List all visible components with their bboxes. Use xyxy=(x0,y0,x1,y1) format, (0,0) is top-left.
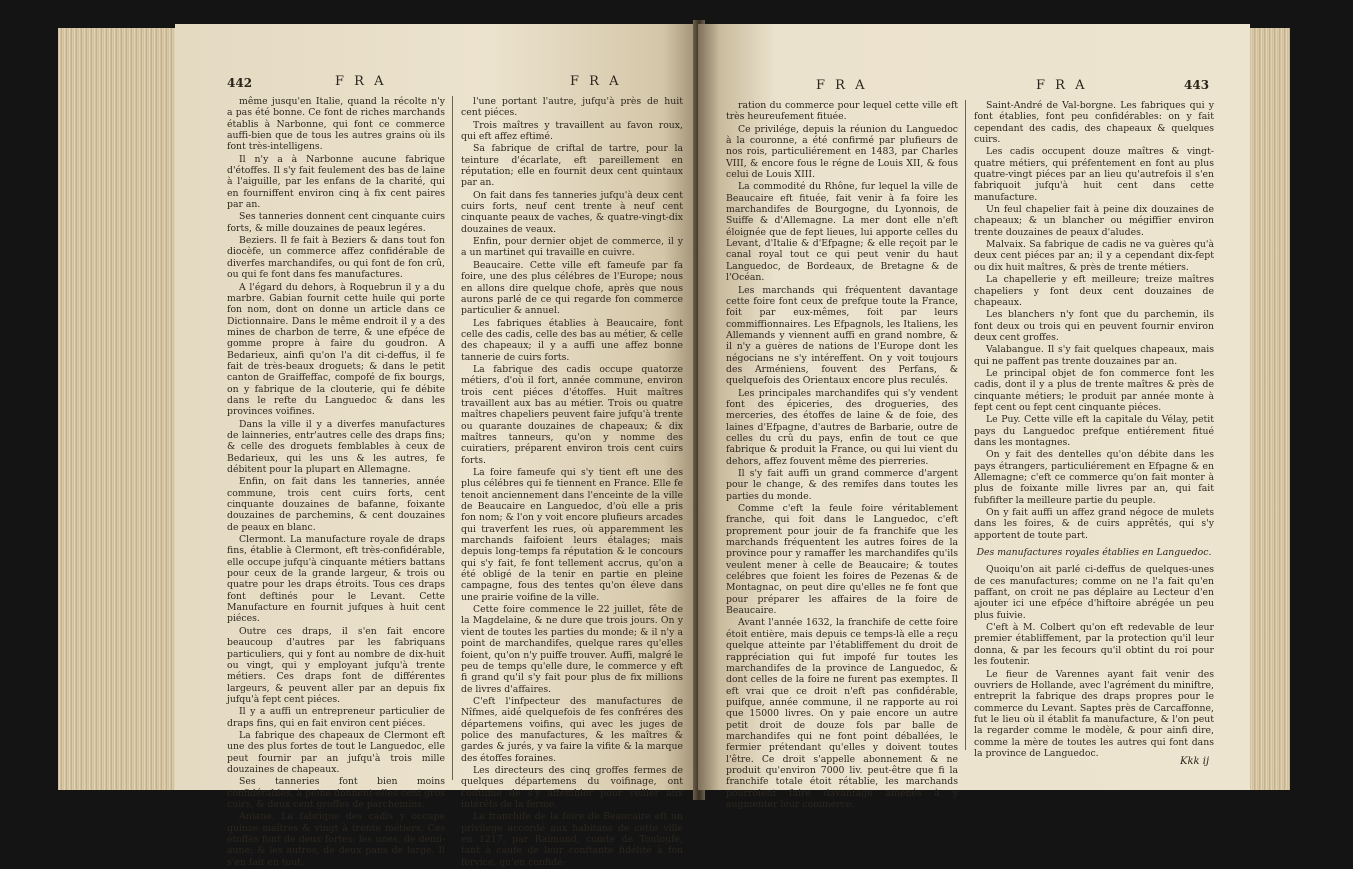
right-page xyxy=(698,24,1250,810)
paragraph: Des manufactures royales établies en Languedoc. xyxy=(976,547,1212,559)
paragraph: Clermont. La manufacture royale de draps fins, établie à Clermont, eft très-confidérable, elle occupe jufqu'à cinquante métiers battans pour ceux de la grande largeur, & trois ou quatre pour les draps étroits. Tous ces draps font deftinés pour le Levant. Cette Manufacture en fournit jufques à huit cent piéces. xyxy=(227,534,445,625)
paragraph: C'eft l'infpecteur des manufactures de Nîfmes, aidé quelquefois de fes confréres des départemens voifins, qui avec les juges de police des manufactures, & les maîtres & gardes & jurés, y va faire la vifite & la marque des étoffes foraines. xyxy=(461,695,683,764)
paragraph: C'eft à M. Colbert qu'on eft redevable de leur premier établiffement, par la protection qu'il leur donna, & par les fecours qu'il obtint du roi pour les foutenir. xyxy=(974,622,1214,668)
paragraph: Ses tanneries font bien moins confidérables, à peine donnent-elles cent gros cuirs, & deux cent groffes de parchemins. xyxy=(227,776,445,810)
paragraph: Dans la ville il y a diverfes manufactures de lainneries, entr'autres celle des draps fins; & celle des droguets femblables à ceux de Bedarieux, qui les uns & les autres, fe débitent pour la plupart en Allemagne. xyxy=(227,418,445,475)
paragraph: Enfin, pour dernier objet de commerce, il y a un martinet qui travaille en cuivre. xyxy=(461,236,683,259)
left-column-a xyxy=(227,96,445,869)
paragraph: Saint-André de Val-borgne. Les fabriques qui y font établies, font peu confidérables: on y fait cependant des cadis, des chapeaux & quelques cuirs. xyxy=(974,100,1214,146)
left-column-b xyxy=(461,96,683,869)
left-running-head-a: F R A xyxy=(335,74,387,89)
paragraph: Avant l'année 1632, la franchife de cette foire étoit entière, mais depuis ce temps-là elle a reçu quelque atteinte par l'établiffement du droit de rappréciation qui fut impofé fur toutes les marchandifes de la province de Languedoc, & dont celles de la foire ne furent pas exemptes. Il eft vrai que ce droit n'eft pas confidérable, puifque, année commune, il ne rapporte au roi que 15000 livres. On y paie encore un autre petit droit de douze fols par balle de marchandifes qui ne font point déballées, le fermier prétendant qu'elles y doivent toutes l'être. Ce droit s'appelle abonnement & ne produit qu'environ 7000 liv. peut-être que fi la franchife totale étoit rétablie, les marchands pourroient faire davantage amenés à y augmenter leur commerce. xyxy=(726,617,958,810)
paragraph: ration du commerce pour lequel cette ville eft très heureufement fituée. xyxy=(726,100,958,123)
paragraph: La franchife de la foire de Beaucaire eft un privilege accordé aux habitans de cette ville en 1217, par Raimond, comte de Touloufe, tant à caufe de leur conftante fidélité à fon fervice, qu'en confidé- xyxy=(461,811,683,868)
right-running-head-a: F R A xyxy=(816,78,868,93)
paragraph: Ce privilége, depuis la réunion du Languedoc à la couronne, a été confirmé par plufieurs de nos rois, particuliérement en 1483, par Charles VIII, & encore fous le régne de Louis XII, & fous celui de Louis XIII. xyxy=(726,123,958,181)
paragraph: Ses tanneries donnent cent cinquante cuirs forts, & mille douzaines de peaux legéres. xyxy=(227,211,445,234)
paragraph: Beaucaire. Cette ville eft fameufe par fa foire, une des plus célébres de l'Europe; nous en allons dire quelque chofe, après que nous aurons parlé de ce qui regarde fon commerce particulier & annuel. xyxy=(461,259,683,317)
paragraph: l'une portant l'autre, jufqu'à près de huit cent piéces. xyxy=(461,96,683,119)
paragraph: même jusqu'en Italie, quand la récolte n'y a pas été bonne. Ce font de riches marchands établis à Narbonne, qui font ce commerce auffi-bien que de tous les autres grains où ils font très-intelligens. xyxy=(227,96,445,153)
paragraph: Il s'y fait auffi un grand commerce d'argent pour le change, & des remifes dans toutes les parties du monde. xyxy=(726,468,958,502)
paragraph: Trois maîtres y travaillent au favon roux, qui eft affez eftimé. xyxy=(461,119,683,143)
column-rule xyxy=(965,100,966,750)
paragraph: Valabangue. Il s'y fait quelques chapeaux, mais qui ne paffent pas trente douzaines par an. xyxy=(974,344,1214,367)
paragraph: A l'égard du dehors, à Roquebrun il y a du marbre. Gabian fournit cette huile qui porte fon nom, dont on donne un article dans ce Dictionnaire. Dans le même endroit il y a des mines de charbon de terre, & une efpéce de gomme propre à faire du goudron. A Bedarieux, ainfi qu'on l'a dit ci-deffus, il fe fait de très-beaux droguets; & dans le petit canton de Graiffeffac, compofé de fix bourgs, on y fabrique de la clouterie, qui fe débite dans le refte du Languedoc & dans les provinces voifines. xyxy=(227,281,445,418)
left-page xyxy=(175,24,700,868)
paragraph: Il y a auffi un entrepreneur particulier de draps fins, qui en fait environ cent piéces. xyxy=(227,706,445,729)
paragraph: Les fabriques établies à Beaucaire, font celle des cadis, celle des bas au métier, & celle des chapeaux; il y a auffi une affez bonne tannerie de cuirs forts. xyxy=(461,317,683,363)
left-running-head-b: F R A xyxy=(570,74,622,89)
paragraph: La chapellerie y eft meilleure; treize maîtres chapeliers y font deux cent douzaines de chapeaux. xyxy=(974,274,1214,308)
paragraph: Outre ces draps, il s'en fait encore beaucoup d'autres par les fabriquans particuliers, qui y font au nombre de dix-huit ou vingt, qui y employant jufqu'à trente métiers. Ces draps font de différentes largeurs, & peuvent aller par an depuis fix jufqu'à fept cent piéces. xyxy=(227,625,445,705)
right-column-b xyxy=(974,100,1214,760)
paragraph: Les marchands qui fréquentent davantage cette foire font ceux de prefque toute la France, foit par eux-mêmes, foit par leurs commiffionnaires. Les Efpagnols, les Italiens, les Allemands y viennent auffi en grand nombre, & il n'y a guères de nations de l'Europe dont les négocians ne s'y intéreffent. On y voit toujours des Arméniens, fouvent des Perfans, & quelquefois des Orientaux encore plus reculés. xyxy=(726,284,958,387)
right-column-a xyxy=(726,100,958,811)
paragraph: La foire fameufe qui s'y tient eft une des plus célébres qui fe tiennent en France. Elle fe tenoit anciennement dans l'enceinte de la ville de Beaucaire en Languedoc, d'où elle a pris fon nom; & l'on y voit encore plufieurs arcades qui traverfent les rues, où apparemment les marchands faifoient leurs étalages; mais depuis long-temps fa réputation & le concours qui s'y fait, fe font tellement accrus, qu'on a été obligé de la tenir en partie en pleine campagne, fous des tentes qu'on éleve dans une prairie voifine de la ville. xyxy=(461,467,683,603)
paragraph: La commodité du Rhône, fur lequel la ville de Beaucaire eft fituée, fait venir à fa foire les marchandifes de Bourgogne, du Lyonnois, de Suiffe & d'Allemagne. La mer dont elle n'eft éloignée que de fept lieues, lui apporte celles du Levant, d'Italie & d'Efpagne; & elle reçoit par le canal royal tout ce qui peut venir du haut Languedoc, de Bordeaux, de Bretagne & de l'Océan. xyxy=(726,181,958,284)
paragraph: Un feul chapelier fait à peine dix douzaines de chapeaux; & un blancher ou mégiffier environ trente douzaines de peaux d'aludes. xyxy=(974,204,1214,238)
paragraph: Les cadis occupent douze maîtres & vingt-quatre métiers, qui préfentement en font au plus quatre-vingt piéces par an lieu qu'autrefois il s'en fabriquoit jufqu'à huit cent dans cette manufacture. xyxy=(974,146,1214,203)
paragraph: Sa fabrique de criftal de tartre, pour la teinture d'écarlate, eft pareillement en réputation; elle en fournit deux cent quintaux par an. xyxy=(461,143,683,189)
paragraph: Aniane. La fabrique des cadis y occupe quinze maîtres & vingt à trente métiers. Ces étoffes font de deux fortes; les unes, de demi-aune; & les autres, de deux pans de large. Il s'en fait en tout, xyxy=(227,811,445,868)
paragraph: Cette foire commence le 22 juillet, fête de la Magdelaine, & ne dure que trois jours. On y vient de toutes les parties du monde; & il n'y a point de marchandifes, quelque rares qu'elles foient, qu'on n'y puiffe trouver. Auffi, malgré le peu de temps qu'elle dure, le commerce y eft fi grand qu'il s'y fait pour plus de fix millions de livres d'affaires. xyxy=(461,604,683,695)
paragraph: Les principales marchandifes qui s'y vendent font des épiceries, des drogueries, des merceries, des étoffes de laine & de foie, des laines d'Efpagne, d'autres de Barbarie, outre de celles du crû du pays, enfin de tout ce que fabrique & produit la France, ou qui lui vient du dehors, affez fouvent même des pierreries. xyxy=(726,387,958,467)
left-page-edges xyxy=(58,28,176,790)
paragraph: Les directeurs des cinq groffes fermes de quelques départemens du voifinage, ont coutume de s'y affembler pour veiller aux intérêts de la ferme. xyxy=(461,764,683,810)
paragraph: On fait dans fes tanneries jufqu'à deux cent cuirs forts, neuf cent trente à neuf cent cinquante peaux de vaches, & quatre-vingt-dix douzaines de veaux. xyxy=(461,189,683,235)
paragraph: Les blanchers n'y font que du parchemin, ils font deux ou trois qui en peuvent fournir environ deux cent groffes. xyxy=(974,309,1214,343)
right-running-head-b: F R A xyxy=(1036,78,1088,93)
paragraph: On y fait des dentelles qu'on débite dans les pays étrangers, particuliérement en Efpagne & en Allemagne; c'eft ce commerce qu'on fait monter à plus de foixante mille livres par an, qui fait fubfifter la meilleure partie du peuple. xyxy=(974,449,1214,506)
paragraph: Comme c'eft la feule foire véritablement franche, qui foit dans le Languedoc, c'eft proprement pour jouir de fa franchife que les marchands fréquentent les autres foires de la province pour y ramaffer les marchandifes qu'ils veulent mener à celle de Beaucaire; & toutes celébres que foient les foires de Pezenas & de Montagnac, on peut dire qu'elles ne fe font que pour préparer les affaires de la foire de Beaucaire. xyxy=(726,503,958,617)
paragraph: Le fieur de Varennes ayant fait venir des ouvriers de Hollande, avec l'agrément du miniftre, entreprit la fabrique des draps propres pour le commerce du Levant. Saptes près de Carcaffonne, fut le lieu où il établit fa manufacture, & l'on peut la regarder comme le modèle, & pour ainfi dire, comme la mère de toutes les autres qui font dans la province de Languedoc. xyxy=(974,668,1214,759)
paragraph: Enfin, on fait dans les tanneries, année commune, trois cent cuirs forts, cent cinquante douzaines de bafanne, foixante douzaines de parchemins, & cent douzaines de peaux en blanc. xyxy=(227,476,445,533)
paragraph: Il n'y a à Narbonne aucune fabrique d'étoffes. Il s'y fait feulement des bas de laine à l'aiguille, par les enfans de la charité, qui en fourniffent environ cinq à fix cent paires par an. xyxy=(227,153,445,211)
paragraph: Le Puy. Cette ville eft la capitale du Vélay, petit pays du Languedoc prefque entiérement fitué dans les montagnes. xyxy=(974,414,1214,448)
paragraph: Le principal objet de fon commerce font les cadis, dont il y a plus de trente maîtres & près de cinquante métiers; le produit par année monte à fept cent ou fept cent cinquante piéces. xyxy=(974,367,1214,413)
right-page-edges xyxy=(1248,28,1290,790)
paragraph: Beziers. Il fe fait à Beziers & dans tout fon diocèfe, un commerce affez confidérable de diverfes marchandifes, ou qui font de fon crû, ou qui fe font dans fes manufactures. xyxy=(227,235,445,281)
signature-mark: Kkk ij xyxy=(1180,756,1210,767)
paragraph: La fabrique des cadis occupe quatorze métiers, d'où il fort, année commune, environ trois cent piéces d'étoffes. Huit maîtres travaillent aux bas au métier. Trois ou quatre maîtres chapeliers peuvent faire jufqu'à trente ou quarante douzaines de chapeaux; & dix maîtres tanneurs, qu'on y nomme des cuiratiers, préparent environ trois cent cuirs forts. xyxy=(461,363,683,466)
right-page-number: 443 xyxy=(1184,78,1210,92)
paragraph: On y fait auffi un affez grand négoce de mulets dans les foires, & de cuirs apprêtés, qui s'y apportent de toute part. xyxy=(974,507,1214,541)
column-rule xyxy=(452,96,453,780)
paragraph: Malvaix. Sa fabrique de cadis ne va guères qu'à deux cent piéces par an; il y a cependant dix-fept ou dix huit maîtres, & près de trente métiers. xyxy=(974,239,1214,273)
paragraph: La fabrique des chapeaux de Clermont eft une des plus fortes de tout le Languedoc, elle peut fournir par an jufqu'à trois mille douzaines de chapeaux. xyxy=(227,729,445,775)
left-page-number: 442 xyxy=(227,76,253,90)
paragraph: Quoiqu'on ait parlé ci-deffus de quelques-unes de ces manufactures; comme on ne l'a fait qu'en paffant, on croit ne pas déplaire au Lecteur d'en ajouter ici une efpéce d'hiftoire abrégée un peu plus fuivie. xyxy=(974,564,1214,621)
